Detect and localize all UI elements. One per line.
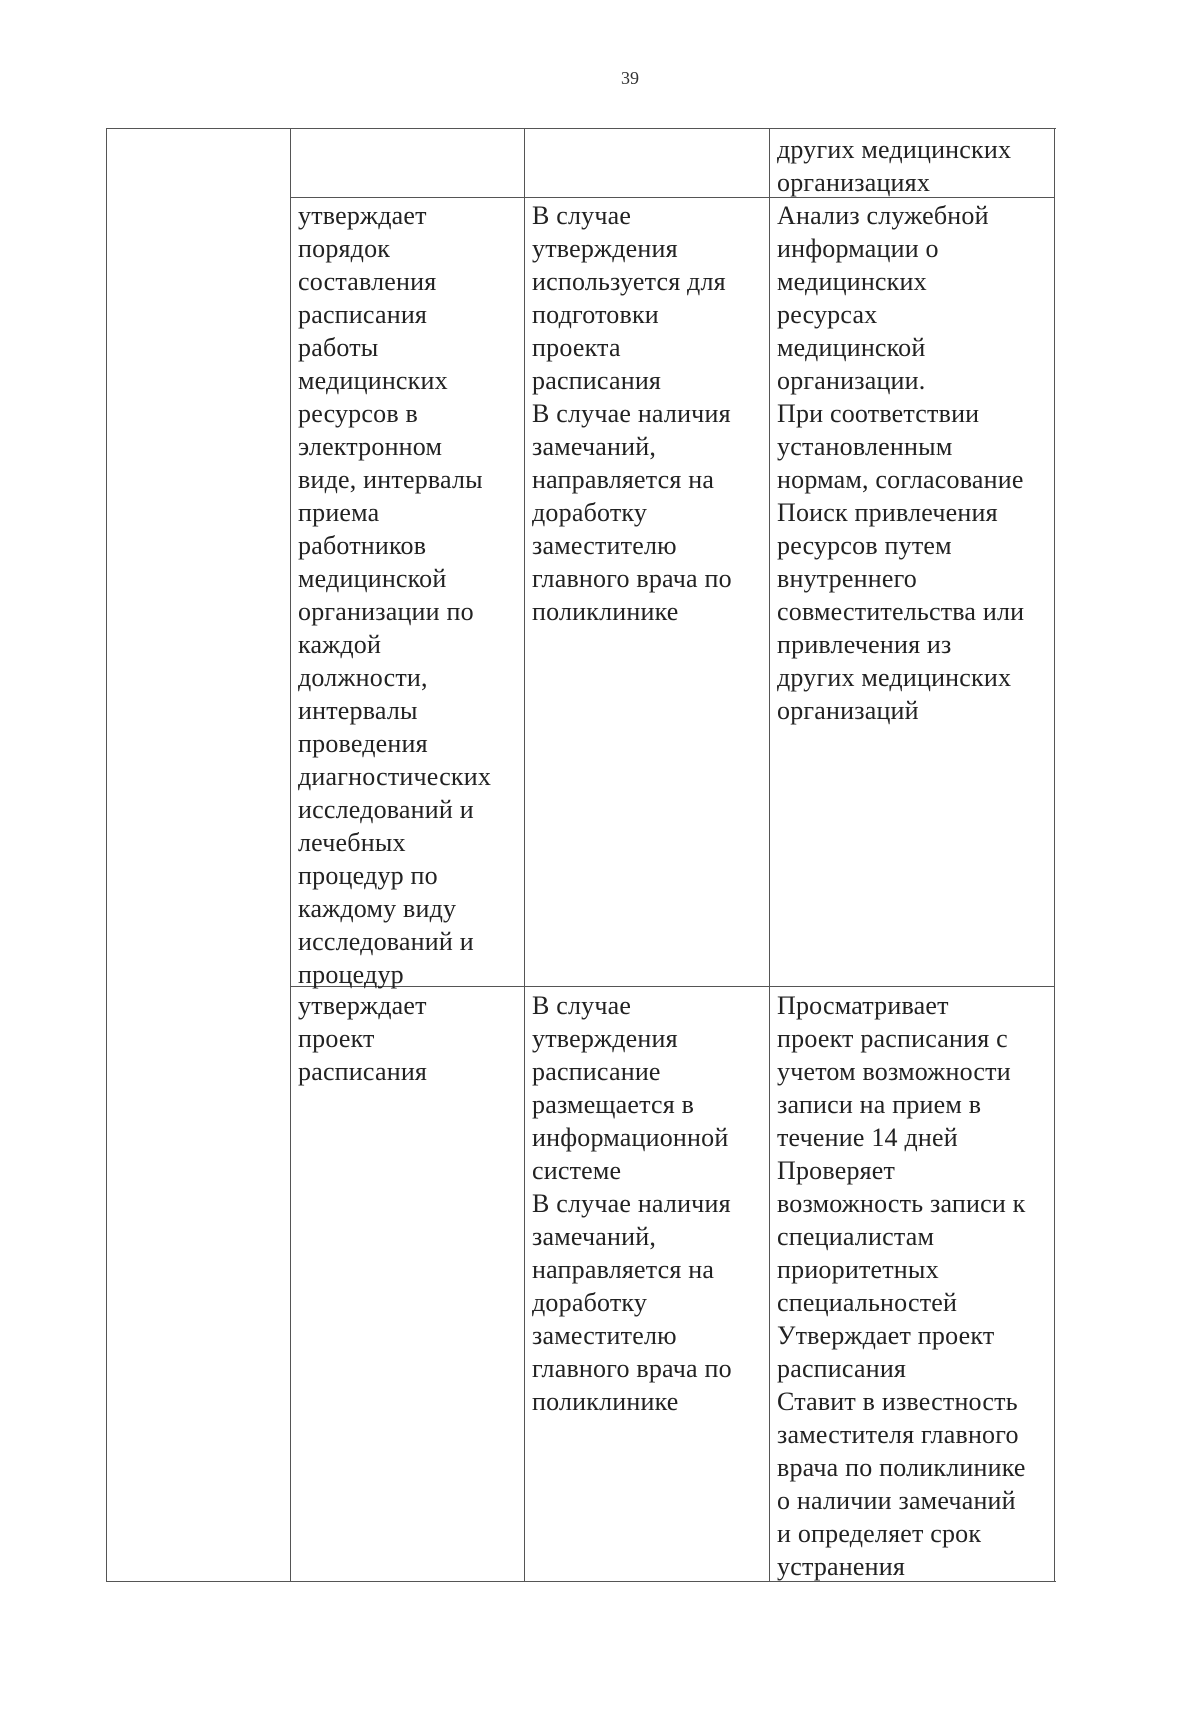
- table-cell-r2-c2: утверждает порядок составления расписания работы медицинских ресурсов в электронном виде, интервалы приема работников медицинской организации по каждой должности, интервалы проведения диагностических исследований и лечебных процедур по каждому виду исследований и процедур: [298, 201, 492, 989]
- column-divider-2: [524, 129, 525, 1581]
- table-cell-r1-c4: других медицинских организациях: [777, 135, 1012, 197]
- table-cell-r3-c4: Просматривает проект расписания с учетом возможности записи на прием в течение 14 дней Проверяет возможность записи к специалистам приоритетных специальностей Утверждает проект расписания Ставит в известность заместителя главного врача по поликлинике о наличии замечаний и определяет срок устранения: [777, 991, 1026, 1581]
- document-table: [106, 128, 1056, 1582]
- page-number: 39: [621, 68, 639, 88]
- table-cell-r3-c3: В случае утверждения расписание размещается в информационной системе В случае наличия замечаний, направляется на доработку заместителю главного врача по поликлинике: [532, 991, 732, 1416]
- table-cell-r2-c3: В случае утверждения используется для подготовки проекта расписания В случае наличия замечаний, направляется на доработку заместителю главного врача по поликлинике: [532, 201, 732, 626]
- table-cell-r2-c4: Анализ служебной информации о медицинских ресурсах медицинской организации. При соответствии установленным нормам, согласование Поиск привлечения ресурсов путем внутреннего совместительства или привлечения из других медицинских организаций: [777, 201, 1025, 725]
- table-border-left: [106, 129, 107, 1581]
- table-border-right: [1054, 129, 1055, 1581]
- table-cell-r3-c2: утверждает проект расписания: [298, 991, 428, 1086]
- column-divider-3: [769, 129, 770, 1581]
- column-divider-1: [290, 129, 291, 1581]
